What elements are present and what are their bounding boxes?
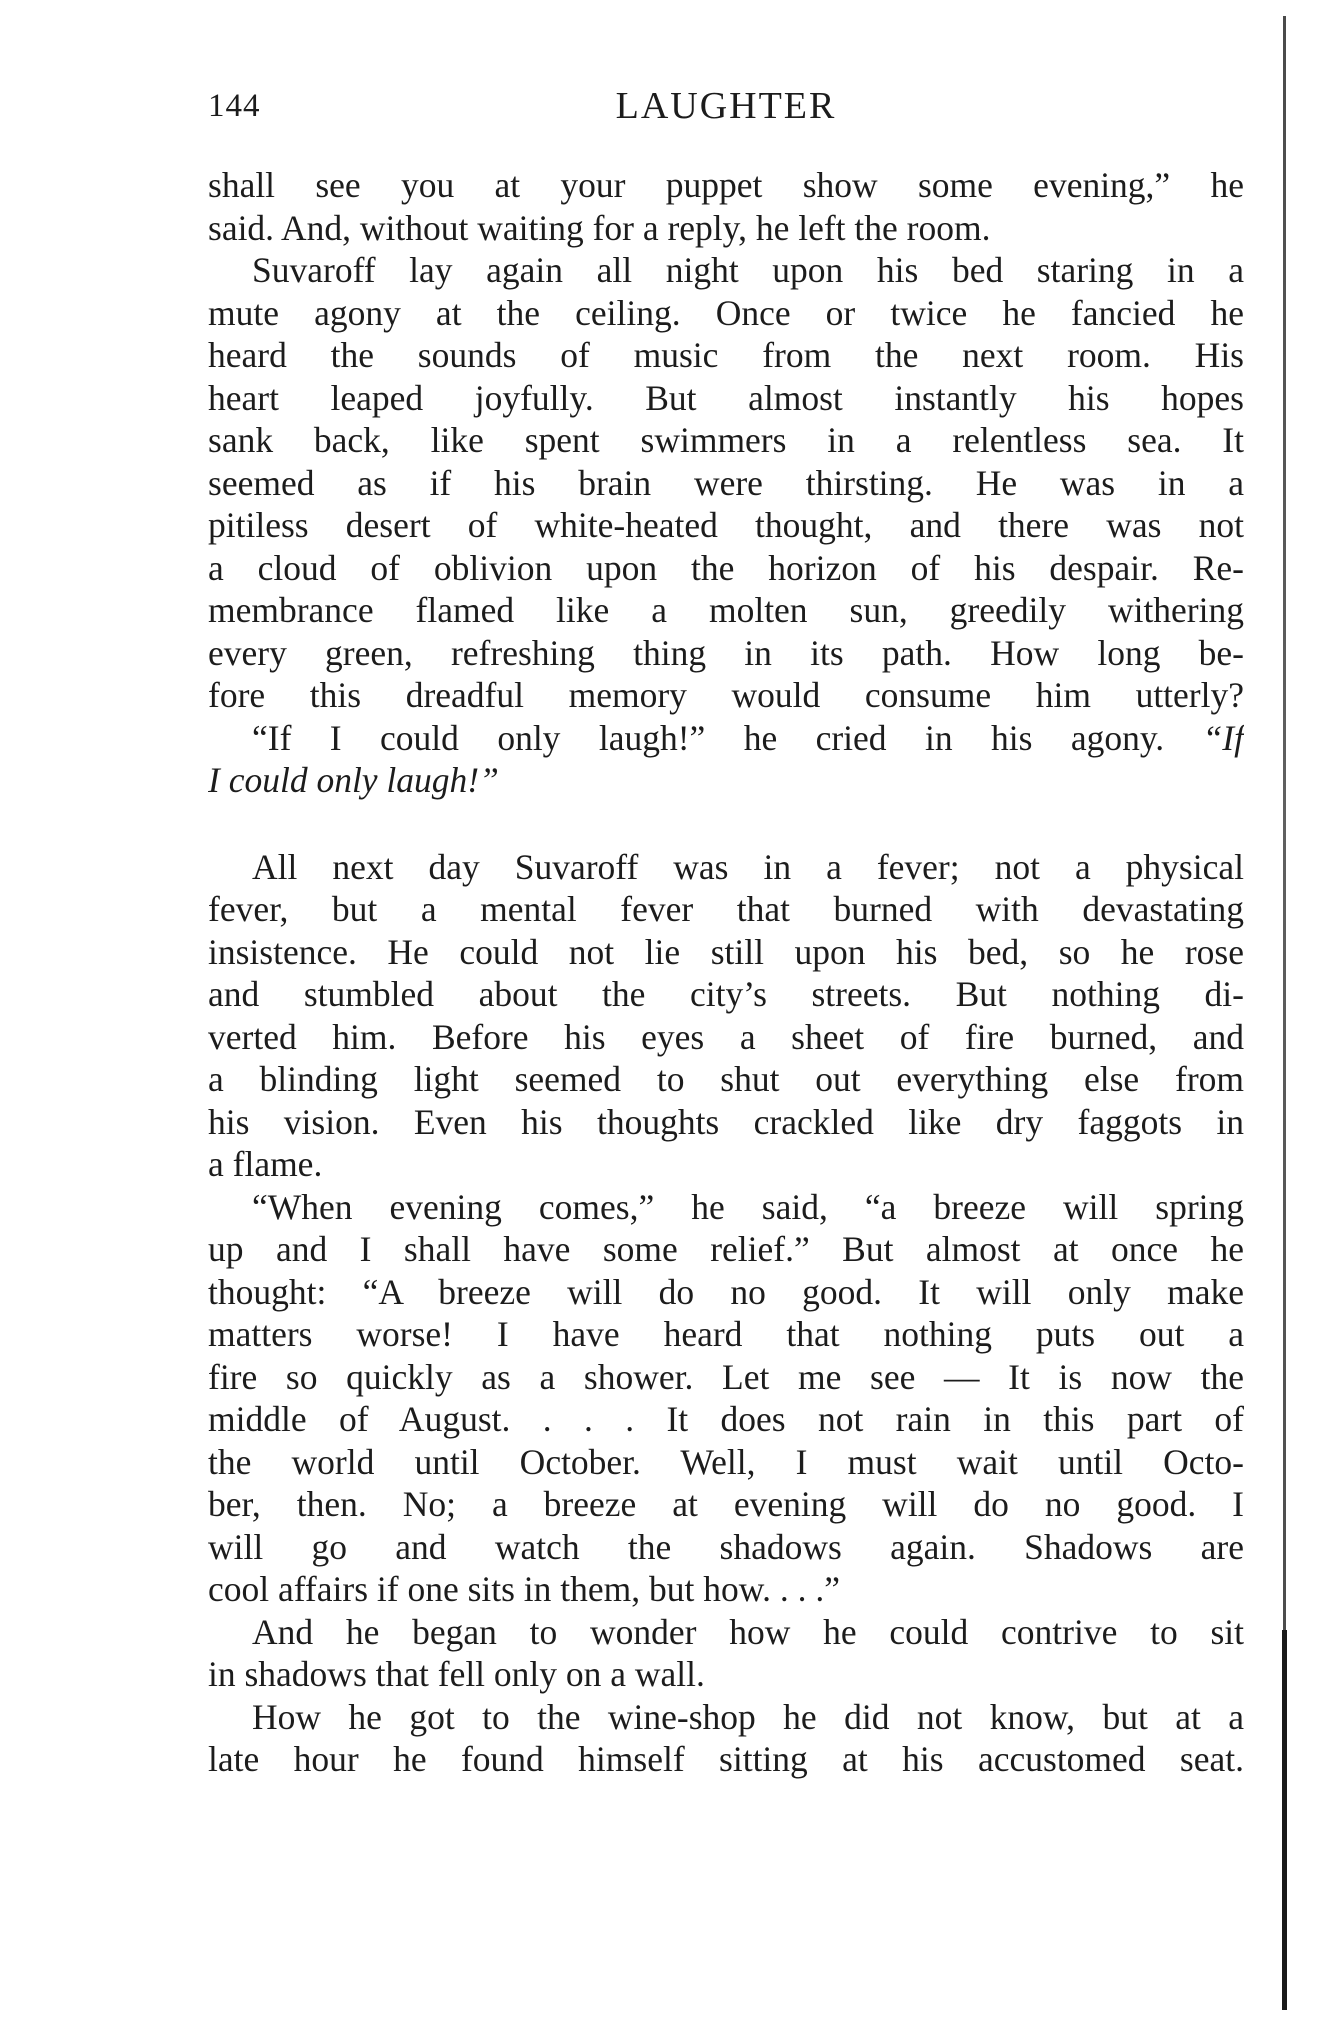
text-line: How he got to the wine-shop he did not know, but at a [252, 1696, 1244, 1737]
text-line: every green, refreshing thing in its path. How long be- [208, 632, 1244, 673]
section-break [208, 802, 1244, 846]
text-line: mute agony at the ceiling. Once or twice he fancied he [208, 292, 1244, 333]
text-line: verted him. Before his eyes a sheet of fire burned, and [208, 1016, 1244, 1057]
text-line: heart leaped joyfully. But almost instantly his hopes [208, 377, 1244, 418]
body-text [208, 164, 1244, 1781]
text-line: thought: “A breeze will do no good. It will only make [208, 1271, 1244, 1312]
text-line: fore this dreadful memory would consume him utterly? [208, 675, 1244, 715]
text-line: his vision. Even his thoughts crackled like dry faggots in [208, 1101, 1244, 1142]
text-line: middle of August. . . . It does not rain in this part of [208, 1399, 1244, 1439]
text-line: shall see you at your puppet show some evening,” he [208, 165, 1244, 205]
text-line: insistence. He could not lie still upon his bed, so he rose [208, 931, 1244, 972]
text-line: up and I shall have some relief.” But almost at once he [208, 1229, 1244, 1269]
text-line: membrance flamed like a molten sun, greedily withering [208, 590, 1244, 630]
text-line: pitiless desert of white-heated thought, and there was not [208, 505, 1244, 545]
page-edge-line-thick [1282, 1630, 1287, 2010]
text-line: “When evening comes,” he said, “a breeze will spring [252, 1186, 1244, 1227]
text-line: All next day Suvaroff was in a fever; not a physical [252, 846, 1244, 887]
text-line: late hour he found himself sitting at his accustomed seat. [208, 1739, 1244, 1779]
text-line: cool affairs if one sits in them, but how. . . .” [208, 1569, 840, 1609]
text-line: will go and watch the shadows again. Shadows are [208, 1526, 1244, 1567]
text-line: “If I could only laugh!” he cried in his agony. “If [252, 717, 1244, 758]
text-line: a flame. [208, 1144, 323, 1184]
page-number: 144 [208, 88, 261, 124]
text-line: in shadows that fell only on a wall. [208, 1654, 705, 1694]
text-line: I could only laugh!” [208, 760, 499, 800]
text-line: fire so quickly as a shower. Let me see — It is now the [208, 1356, 1244, 1397]
text-line: sank back, like spent swimmers in a relentless sea. It [208, 420, 1244, 460]
text-line: heard the sounds of music from the next room. His [208, 335, 1244, 375]
text-line: the world until October. Well, I must wait until Octo- [208, 1441, 1244, 1482]
text-line: fever, but a mental fever that burned with devastating [208, 889, 1244, 929]
text-line: seemed as if his brain were thirsting. He was in a [208, 462, 1244, 503]
running-head-title: LAUGHTER [615, 85, 837, 127]
text-line: And he began to wonder how he could contrive to sit [252, 1611, 1244, 1652]
text-line: matters worse! I have heard that nothing puts out a [208, 1314, 1244, 1354]
text-line: said. And, without waiting for a reply, he left the room. [208, 207, 991, 248]
page-header [208, 78, 1244, 138]
text-line: a blinding light seemed to shut out everything else from [208, 1059, 1244, 1099]
text-line: a cloud of oblivion upon the horizon of his despair. Re- [208, 547, 1244, 588]
text-line: Suvaroff lay again all night upon his bed staring in a [252, 250, 1244, 290]
text-line: ber, then. No; a breeze at evening will do no good. I [208, 1484, 1244, 1524]
text-line: and stumbled about the city’s streets. But nothing di- [208, 974, 1244, 1014]
